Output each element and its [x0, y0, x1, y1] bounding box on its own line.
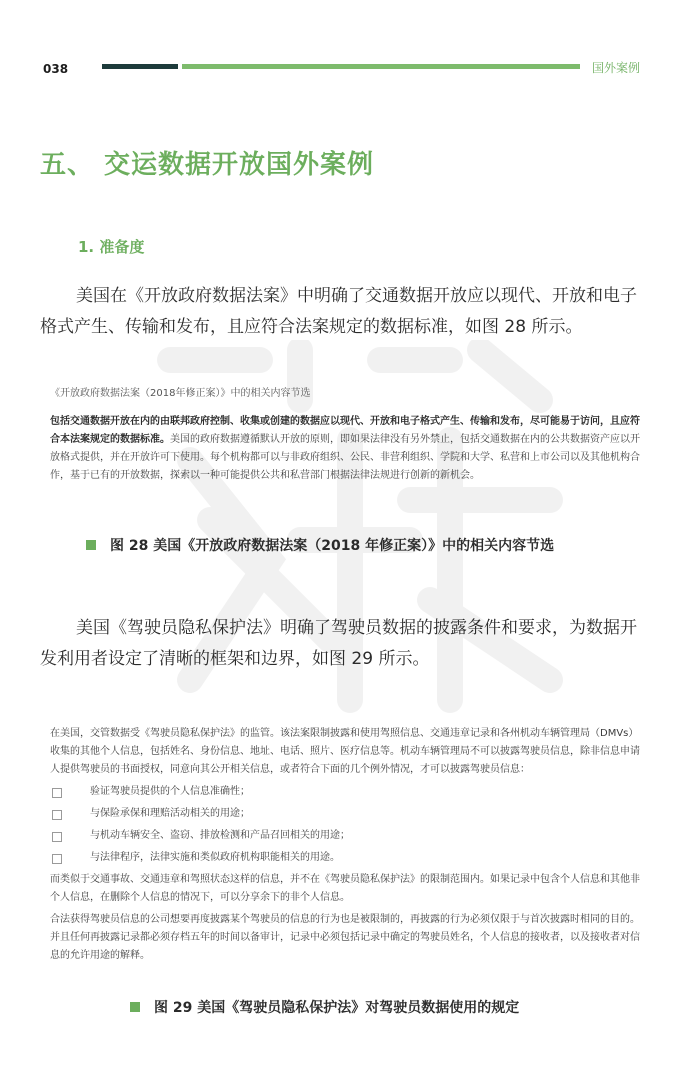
caption-bullet-icon: [86, 540, 96, 550]
list-item: 验证驾驶员提供的个人信息准确性；: [50, 783, 640, 801]
figure-29-caption: [130, 997, 519, 1017]
subsection-title: 1. 准备度: [78, 238, 145, 256]
checkbox-bullet-icon: [52, 788, 62, 798]
chapter-title: 五、 交运数据开放国外案例: [40, 150, 375, 180]
body-paragraph-1: 美国在《开放政府数据法案》中明确了交通数据开放应以现代、开放和电子格式产生、传输和发布，且应符合法案规定的数据标准，如图 28 所示。: [40, 286, 637, 337]
excerpt-1-heading: 《开放政府数据法案（2018年修正案）》中的相关内容节选: [50, 388, 311, 399]
figure-29-caption-text: 图 29 美国《驾驶员隐私保护法》对驾驶员数据使用的规定: [154, 1000, 520, 1016]
excerpt-2: [50, 725, 640, 965]
excerpt-1-normal-text: 美国的政府数据遵循默认开放的原则，即如果法律没有另外禁止，包括交通数据在内的公共数据资产应以开放格式提供，并在开放许可下使用。每个机构都可以与非政府组织、公民、非营利组织、学院和大学、私营和上市公司以及其他机构合作，基于已有的开放数据，探索以一种可能提供公共和私营部门根据法律法规进行创新的新机会。: [50, 434, 640, 481]
checkbox-bullet-icon: [52, 854, 62, 864]
header-bar-green: [182, 64, 580, 69]
body-paragraph-2: 美国《驾驶员隐私保护法》明确了驾驶员数据的披露条件和要求，为数据开发利用者设定了清晰的框架和边界，如图 29 所示。: [40, 618, 637, 669]
excerpt-2-note-2: 合法获得驾驶员信息的公司想要再度披露某个驾驶员的信息的行为也是被限制的，再披露的行为必须仅限于与首次披露时相同的目的。并且任何再披露记录都必须存档五年的时间以备审计，记录中必须包括记录中确定的驾驶员姓名，个人信息的接收者，以及接收者对信息的允许用途的解释。: [50, 914, 640, 961]
list-item: 与保险承保和理赔活动相关的用途；: [50, 805, 640, 823]
excerpt-1-body: [50, 413, 640, 485]
list-item: 与机动车辆安全、盗窃、排放检测和产品召回相关的用途；: [50, 827, 640, 845]
page-number: 038: [43, 62, 69, 76]
checkbox-bullet-icon: [52, 810, 62, 820]
figure-28-caption: [86, 535, 554, 555]
list-item: 与法律程序，法律实施和类似政府机构职能相关的用途。: [50, 849, 640, 867]
excerpt-2-intro: 在美国，交管数据受《驾驶员隐私保护法》的监管。该法案限制披露和使用驾照信息、交通违章记录和各州机动车辆管理局（DMVs）收集的其他个人信息，包括姓名、身份信息、地址、电话、照片、医疗信息等。机动车辆管理局不可以披露驾驶员信息，除非信息申请人提供驾驶员的书面授权，同意向其公开相关信息，或者符合下面的几个例外情况，才可以披露驾驶员信息：: [50, 728, 640, 775]
caption-bullet-icon: [130, 1002, 140, 1012]
excerpt-1-bold-text: 包括交通数据开放在内的由联邦政府控制、收集或创建的数据应以现代、开放和电子格式产生、传输和发布，尽可能易于访问，且应符合本法案规定的数据标准。: [50, 416, 640, 445]
excerpt-2-note-1: 而类似于交通事故、交通违章和驾照状态这样的信息，并不在《驾驶员隐私保护法》的限制范围内。如果记录中包含个人信息和其他非个人信息，在删除个人信息的情况下，可以分享余下的非个人信息。: [50, 874, 640, 903]
figure-28-caption-text: 图 28 美国《开放政府数据法案（2018 年修正案）》中的相关内容节选: [110, 538, 555, 554]
header-bar-dark: [102, 64, 178, 69]
section-tag: 国外案例: [592, 61, 641, 75]
checkbox-bullet-icon: [52, 832, 62, 842]
